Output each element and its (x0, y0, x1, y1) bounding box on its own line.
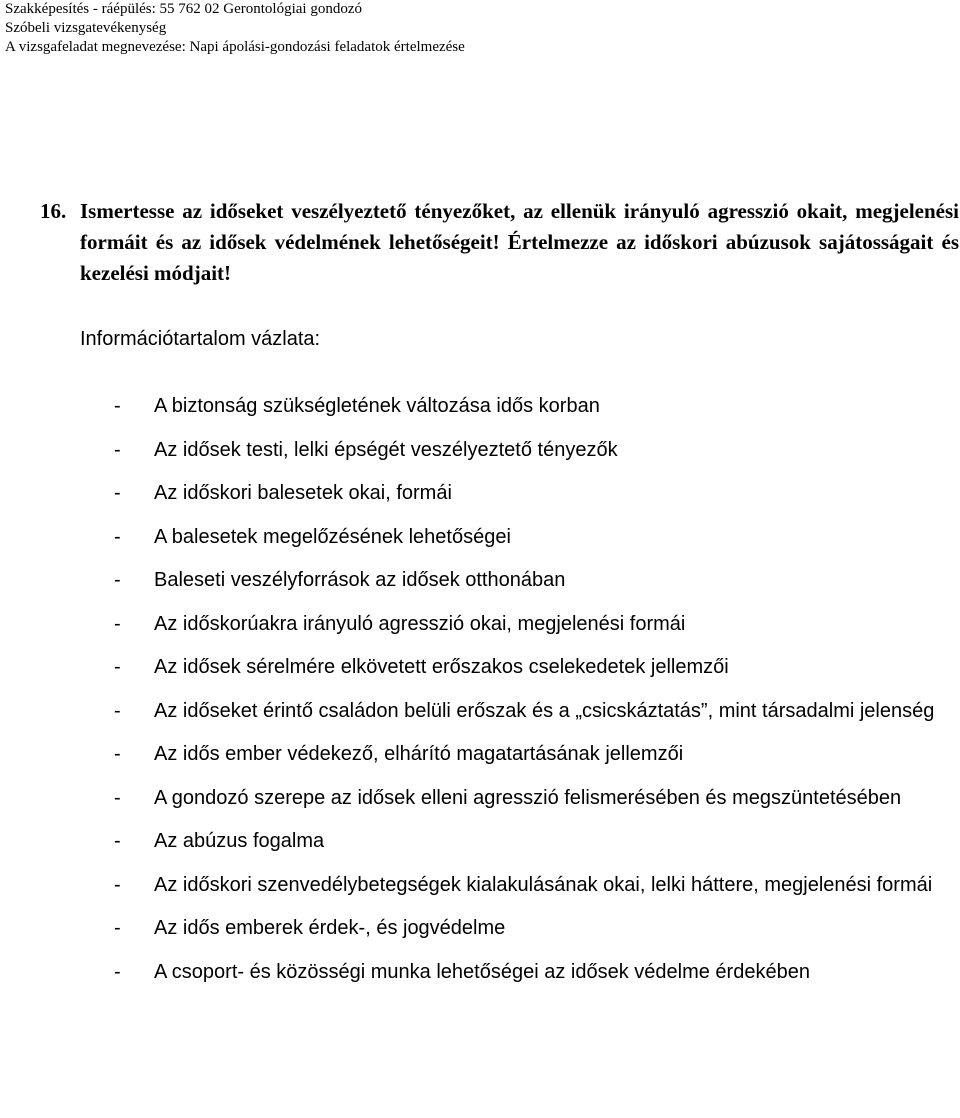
outline-item (114, 907, 959, 951)
question-text: Ismertesse az időseket veszélyeztető tényezőket, az ellenük irányuló agresszió okait, megjelenési formáit és az idősek védelmének lehetőségeit! Értelmezze az időskori abúzusok sajátosságait és kezelési módjait! (80, 199, 959, 285)
outline-item (114, 820, 959, 864)
question-number: 16. (40, 199, 67, 223)
outline-item (114, 733, 959, 777)
outline-item (114, 516, 959, 560)
outline-item-text: Baleseti veszélyforrások az idősek otthonában (154, 569, 566, 591)
header-qualification: Szakképesítés - ráépülés: 55 762 02 Gerontológiai gondozó (5, 1, 362, 17)
list-dash: - (114, 612, 121, 635)
outline-item (114, 603, 959, 647)
outline-item-text: A balesetek megelőzésének lehetőségei (154, 525, 511, 548)
outline-item-text: Az időskori balesetek okai, formái (154, 482, 452, 504)
list-dash: - (114, 525, 121, 548)
outline-item (114, 777, 959, 821)
list-dash: - (114, 569, 121, 591)
page-header (5, 0, 945, 57)
outline-item-text: Az idősek testi, lelki épségét veszélyeztető tényezők (154, 438, 618, 461)
outline-item (114, 385, 959, 429)
outline-item-text: Az abúzus fogalma (154, 830, 325, 852)
outline-item-text: A biztonság szükségletének változása idős korban (154, 395, 600, 417)
list-dash: - (114, 743, 121, 765)
list-dash: - (114, 786, 121, 809)
list-dash: - (114, 656, 121, 678)
list-dash: - (114, 482, 121, 504)
list-dash: - (114, 917, 121, 939)
outline-item (114, 472, 959, 516)
info-outline-title: Információtartalom vázlata: (80, 328, 321, 350)
header-task-name: A vizsgafeladat megnevezése: Napi ápolási-gondozási feladatok értelmezése (5, 39, 465, 55)
list-dash: - (114, 699, 121, 722)
outline-item-text: Az idősek sérelmére elkövetett erőszakos cselekedetek jellemzői (154, 656, 729, 678)
header-exam-activity: Szóbeli vizsgatevékenység (5, 20, 167, 36)
list-dash: - (114, 830, 121, 852)
outline-list (114, 385, 959, 994)
exam-question (40, 196, 960, 289)
outline-item (114, 559, 959, 603)
outline-item (114, 646, 959, 690)
outline-item (114, 690, 959, 734)
list-dash: - (114, 395, 121, 417)
list-dash: - (114, 873, 121, 896)
outline-item-text: Az időskori szenvedélybetegségek kialakulásának okai, lelki háttere, megjelenési formái (154, 873, 933, 896)
outline-item-text: Az időskorúakra irányuló agresszió okai, megjelenési formái (154, 612, 686, 635)
list-dash: - (114, 960, 121, 983)
outline-item-text: Az idős ember védekező, elhárító magatartásának jellemzői (154, 743, 684, 765)
outline-item-text: A gondozó szerepe az idősek elleni agresszió felismerésében és megszüntetésében (154, 786, 902, 809)
outline-item-text: A csoport- és közösségi munka lehetőségei az idősek védelme érdekében (154, 960, 810, 983)
outline-item (114, 429, 959, 473)
outline-item-text: Az időseket érintő családon belüli erőszak és a „csicskáztatás”, mint társadalmi jelenség (154, 699, 935, 722)
outline-item (114, 864, 959, 908)
outline-item (114, 951, 959, 995)
list-dash: - (114, 438, 121, 461)
outline-item-text: Az idős emberek érdek-, és jogvédelme (154, 917, 506, 939)
